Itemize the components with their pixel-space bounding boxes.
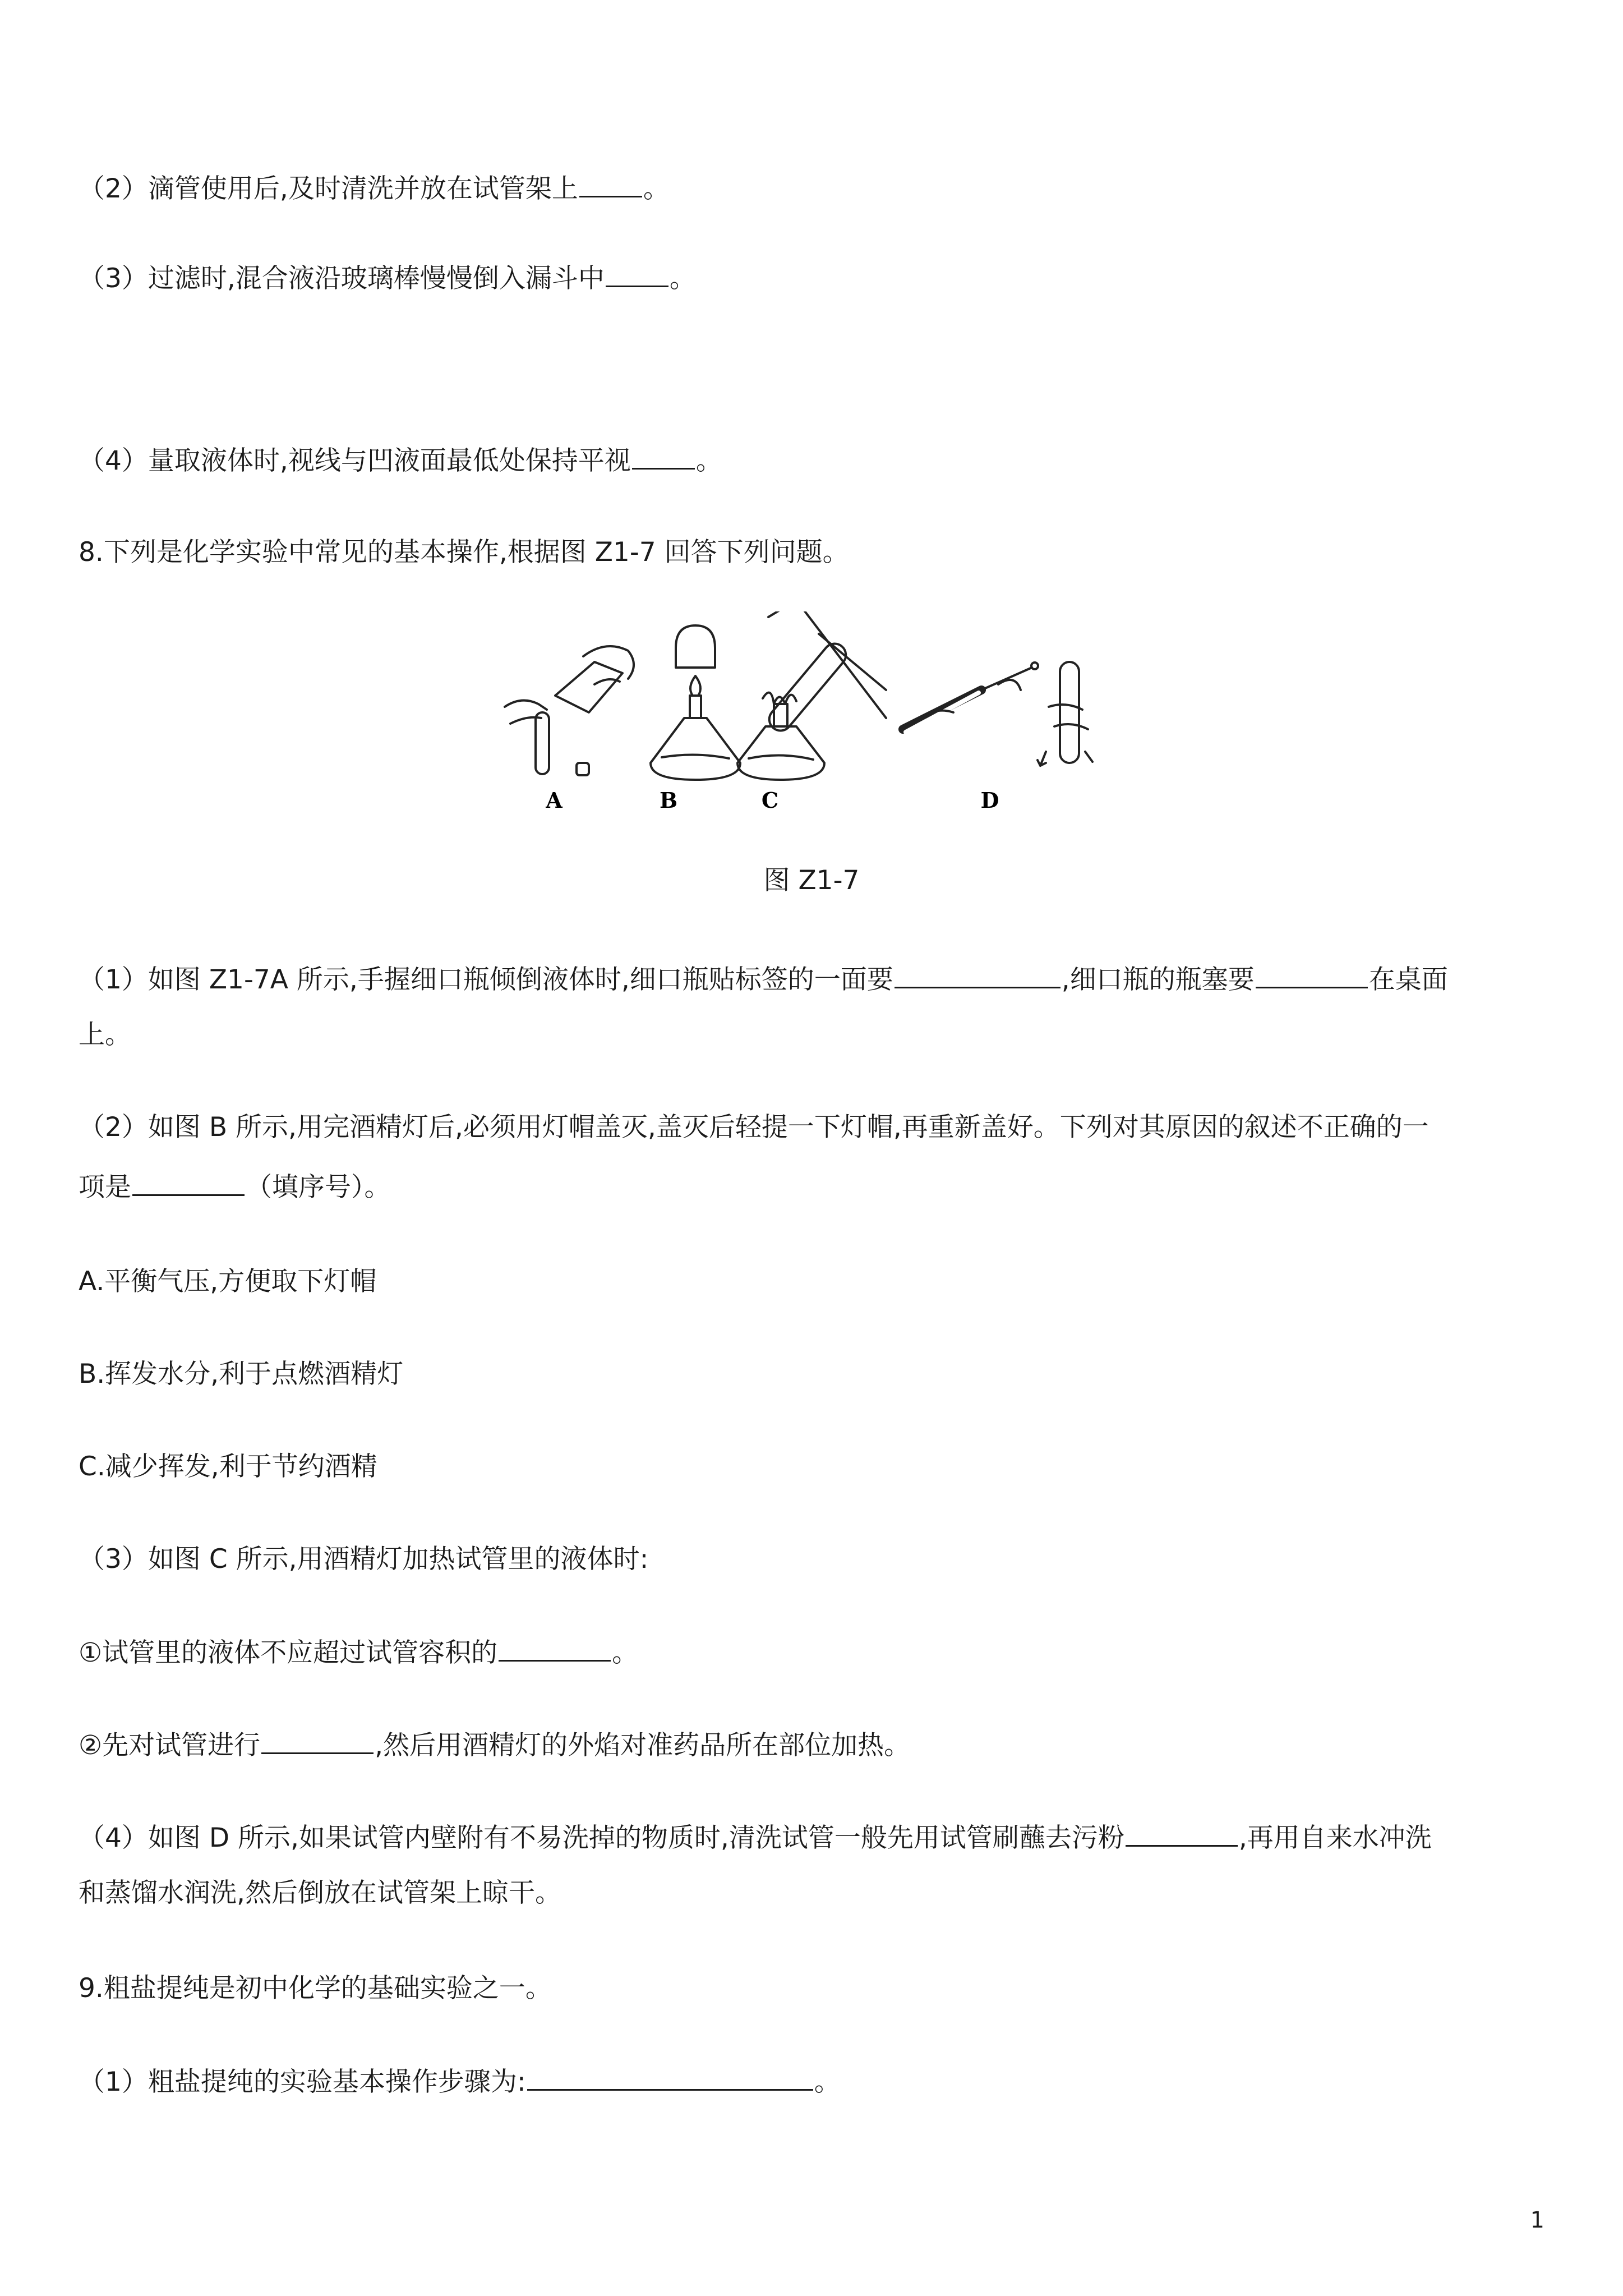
answer-blank[interactable] (895, 962, 1061, 988)
answer-blank[interactable] (499, 1635, 611, 1662)
answer-blank[interactable] (527, 2064, 813, 2091)
q8-part3: （3）如图 C 所示,用酒精灯加热试管里的液体时: (79, 1544, 649, 1575)
answer-blank[interactable] (579, 171, 642, 197)
q9-title: 9.粗盐提纯是初中化学的基础实验之一。 (79, 1973, 552, 2004)
q7-part3: （3）过滤时,混合液沿玻璃棒慢慢倒入漏斗中 。 (79, 261, 1544, 296)
figure-d-brushing (903, 662, 1092, 766)
answer-blank[interactable] (132, 1170, 245, 1196)
option-a: A.平衡气压,方便取下灯帽 (79, 1266, 377, 1297)
figure-label-d: D (980, 788, 999, 813)
figure-c-heating (737, 611, 886, 780)
q9-part1: （1）粗盐提纯的实验基本操作步骤为: 。 (79, 2064, 1544, 2099)
q8-title: 8.下列是化学实验中常见的基本操作,根据图 Z1-7 回答下列问题。 (79, 537, 849, 568)
q8-part4-cont: 和蒸馏水润洗,然后倒放在试管架上晾干。 (79, 1878, 561, 1908)
answer-blank[interactable] (606, 261, 668, 287)
q7-part2: （2）滴管使用后,及时清洗并放在试管架上 。 (79, 171, 1544, 206)
q8-part3-item1: ①试管里的液体不应超过试管容积的 。 (79, 1635, 1544, 1670)
answer-blank[interactable] (632, 443, 695, 470)
answer-blank[interactable] (1126, 1820, 1238, 1847)
answer-blank[interactable] (261, 1728, 374, 1754)
figure-a-pouring (505, 646, 634, 775)
q8-part4: （4）如图 D 所示,如果试管内壁附有不易洗掉的物质时,清洗试管一般先用试管刷蘸去污粉 ,再用自来水冲洗 (79, 1820, 1544, 1855)
q8-part3-item2: ②先对试管进行 ,然后用酒精灯的外焰对准药品所在部位加热。 (79, 1728, 1544, 1763)
figure-label-b: B (659, 788, 678, 813)
q8-part1: （1）如图 Z1-7A 所示,手握细口瓶倾倒液体时,细口瓶贴标签的一面要 ,细口瓶的瓶塞要 在桌面 (79, 962, 1544, 997)
figure-caption: 图 Z1-7 (763, 865, 860, 896)
q8-part2-cont: 项是 （填序号）。 (79, 1170, 1544, 1204)
q7-part4-text: （4）量取液体时,视线与凹液面最低处保持平视 (79, 445, 631, 476)
q7-part3-text: （3）过滤时,混合液沿玻璃棒慢慢倒入漏斗中 (79, 263, 605, 294)
option-b: B.挥发水分,利于点燃酒精灯 (79, 1359, 404, 1389)
lab-operations-figure (494, 611, 1138, 813)
page-number: 1 (1530, 2207, 1544, 2233)
q7-part4: （4）量取液体时,视线与凹液面最低处保持平视 。 (79, 443, 1544, 478)
q8-part1-cont: 上。 (79, 1019, 131, 1050)
figure-label-c: C (761, 788, 779, 813)
figure-label-a: A (546, 788, 562, 813)
answer-blank[interactable] (1256, 962, 1368, 988)
figure-b-alcohol-lamp (651, 625, 740, 780)
option-c: C.减少挥发,利于节约酒精 (79, 1451, 377, 1482)
q7-part2-text: （2）滴管使用后,及时清洗并放在试管架上 (79, 173, 578, 204)
q8-part2: （2）如图 B 所示,用完酒精灯后,必须用灯帽盖灭,盖灭后轻提一下灯帽,再重新盖好。下列对其原因的叙述不正确的一 (79, 1112, 1429, 1143)
